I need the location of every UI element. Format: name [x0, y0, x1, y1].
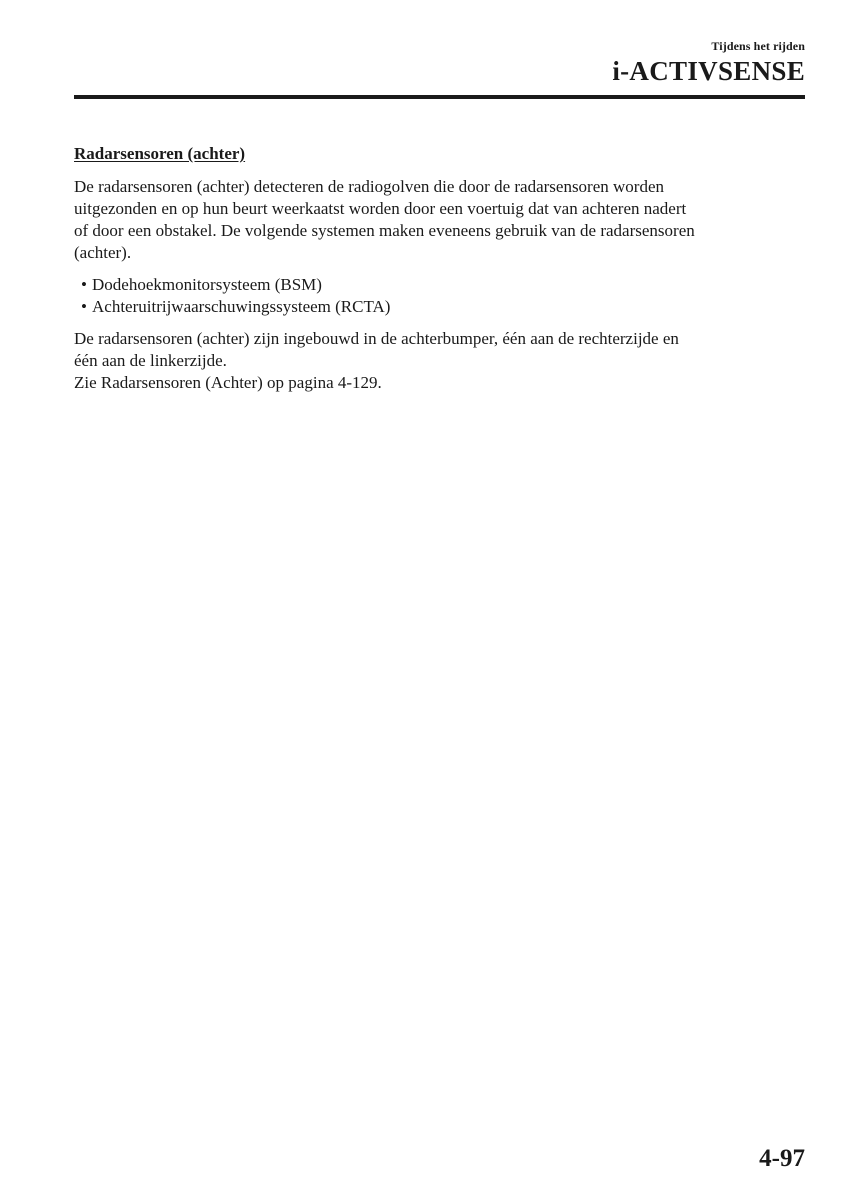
list-item: [74, 296, 809, 318]
location-line: De radarsensoren (achter) zijn ingebouwd in de achterbumper, één aan de rechterzijde en: [74, 329, 679, 348]
location-paragraph: [74, 328, 809, 394]
page-title: i-ACTIVSENSE: [612, 56, 805, 86]
section-heading: Radarsensoren (achter): [74, 144, 246, 163]
header-divider: [74, 95, 805, 99]
page-reference: Zie Radarsensoren (Achter) op pagina 4-129.: [74, 373, 382, 392]
intro-line: De radarsensoren (achter) detecteren de radiogolven die door de radarsensoren worden: [74, 177, 664, 196]
intro-line: of door een obstakel. De volgende systemen maken eveneens gebruik van de radarsensoren: [74, 221, 695, 240]
bullet-icon: •: [81, 297, 87, 316]
bullet-icon: •: [81, 275, 87, 294]
main-content: [74, 143, 809, 404]
systems-list: [74, 274, 809, 318]
intro-line: (achter).: [74, 243, 132, 262]
intro-paragraph: [74, 176, 809, 264]
intro-line: uitgezonden en op hun beurt weerkaatst worden door een voertuig dat van achteren nadert: [74, 199, 687, 218]
list-item: [74, 274, 809, 296]
page-number: 4-97: [759, 1145, 805, 1172]
section-label: Tijdens het rijden: [711, 39, 805, 53]
list-item-label: Dodehoekmonitorsysteem (BSM): [92, 275, 322, 294]
location-line: één aan de linkerzijde.: [74, 351, 227, 370]
list-item-label: Achteruitrijwaarschuwingssysteem (RCTA): [92, 297, 391, 316]
